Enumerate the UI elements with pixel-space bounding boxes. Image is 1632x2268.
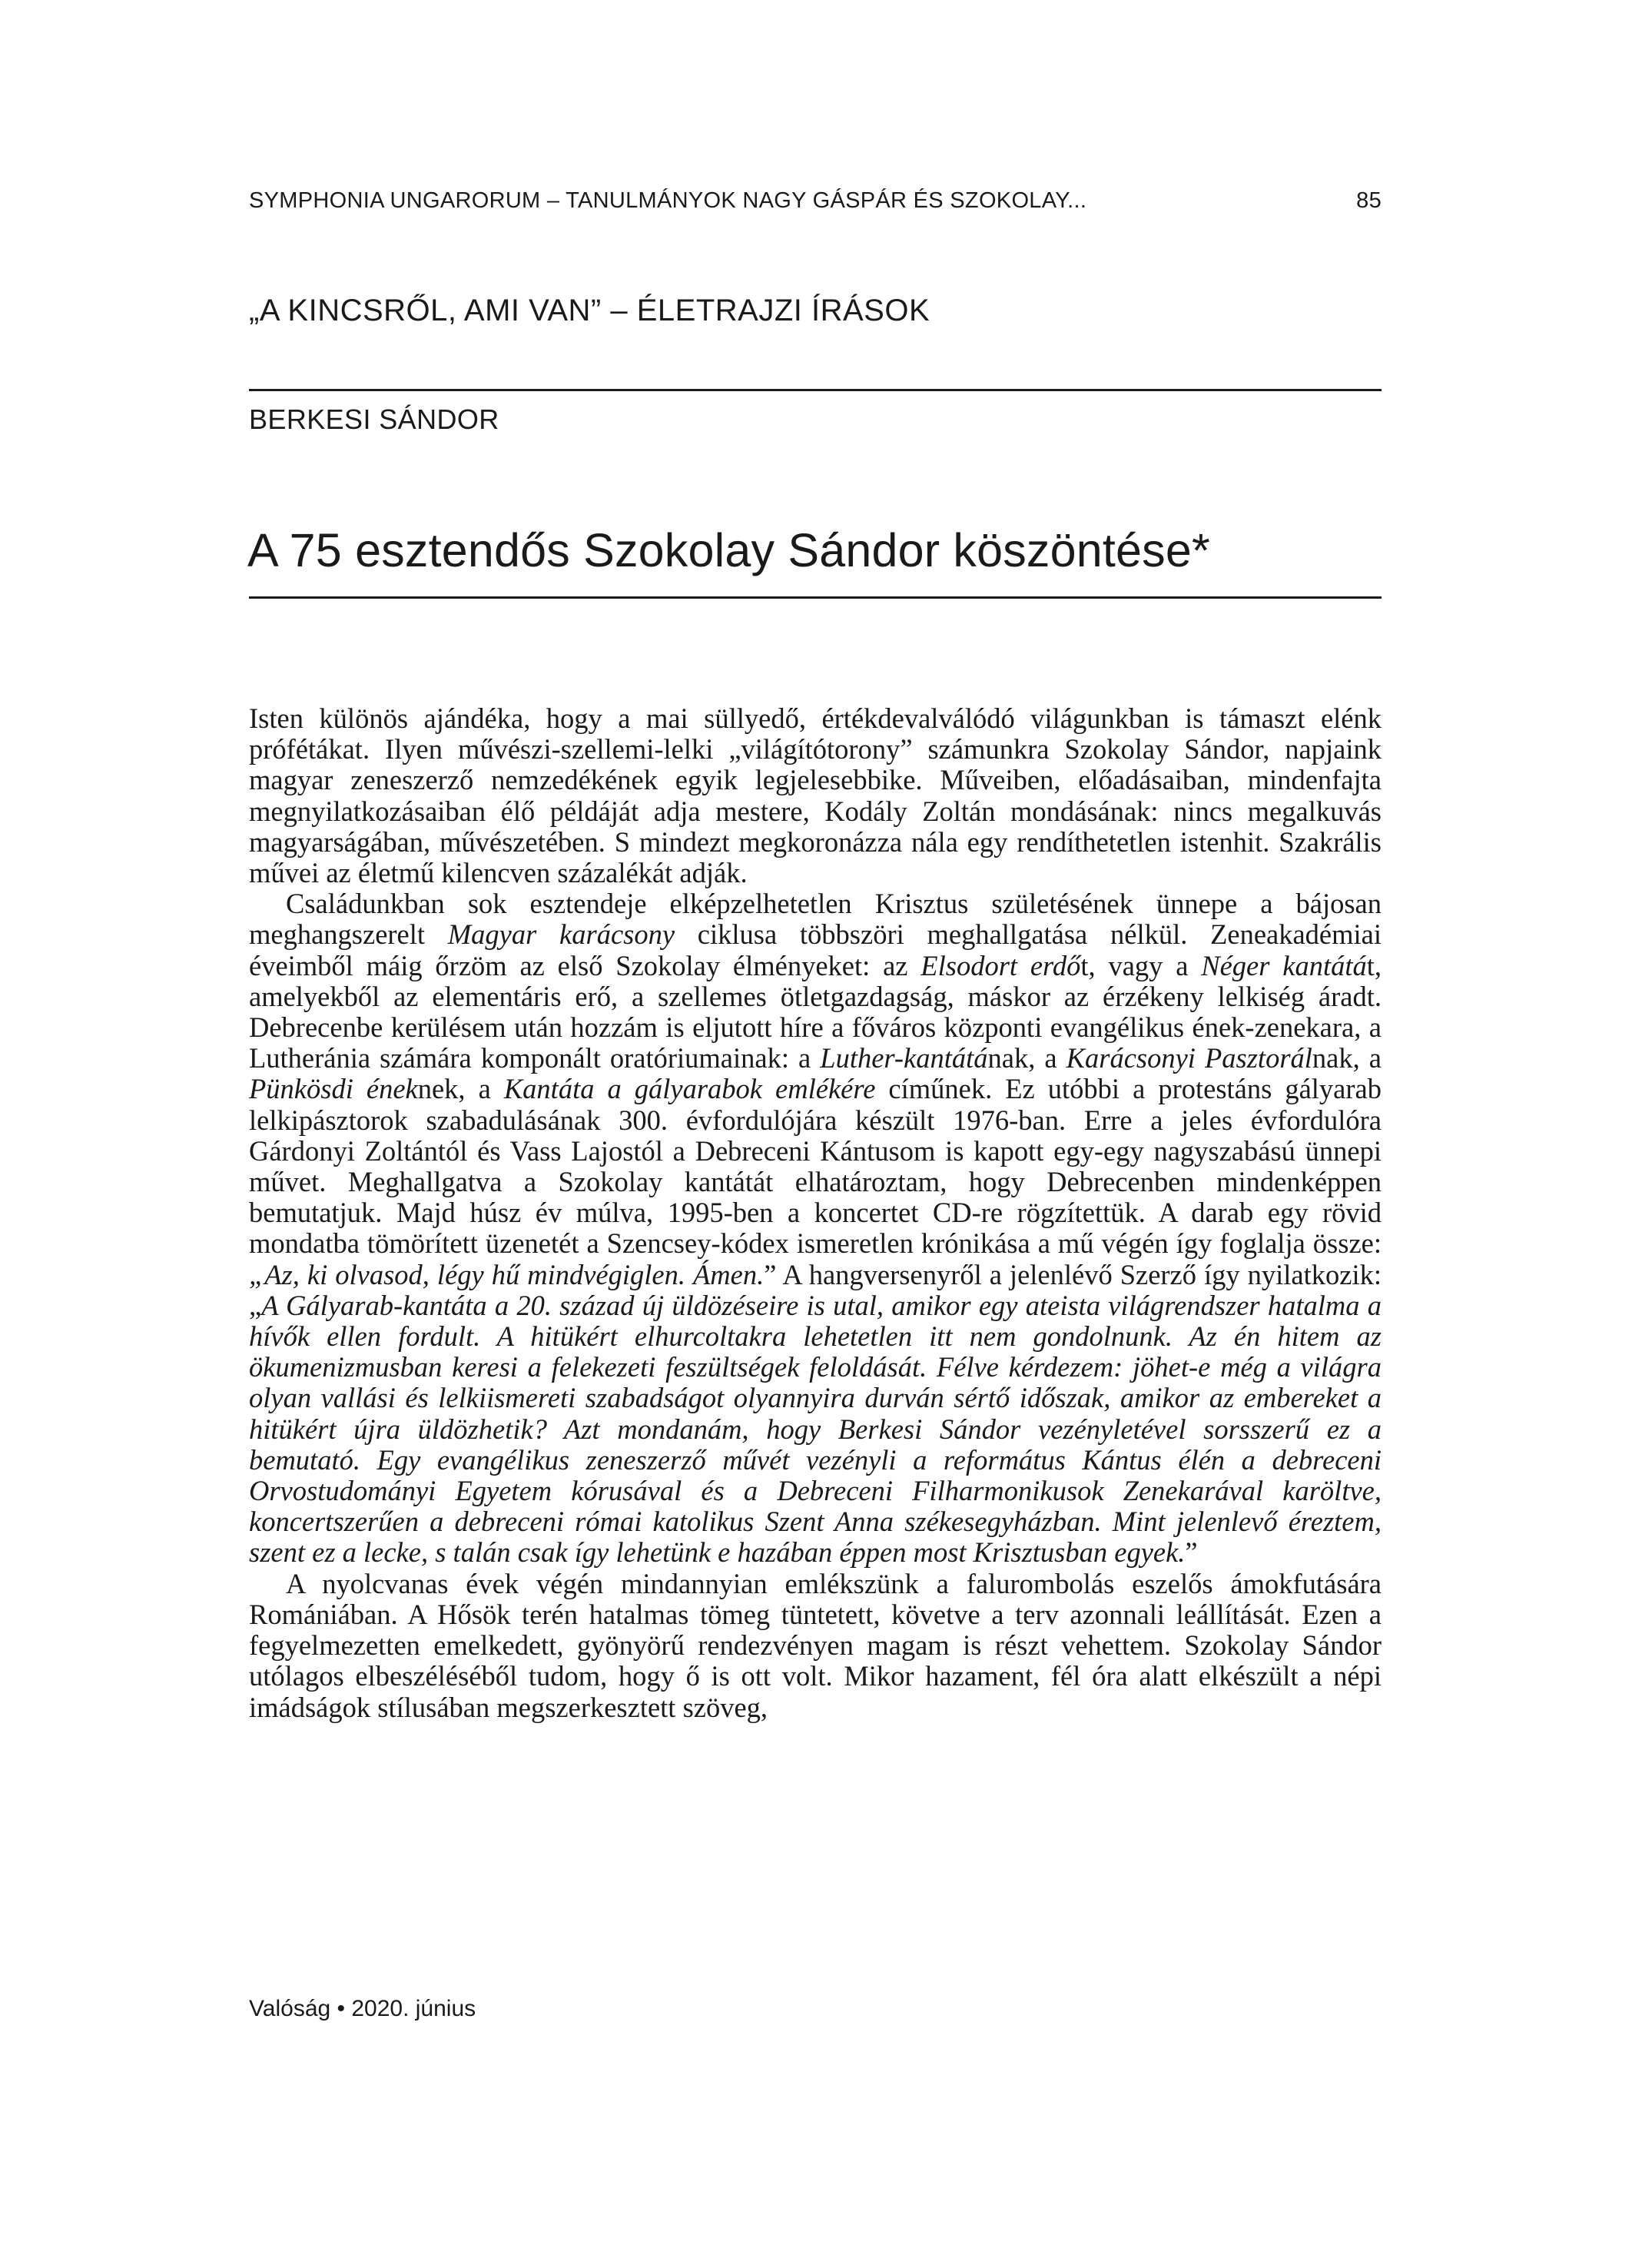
paragraph-1: Isten különös ajándéka, hogy a mai süllyedő, értékdevalválódó világunkban is támaszt elénk prófétákat. Ilyen művészi-szellemi-lelki „világítótorony” számunkra Szokolay Sándor, napjaink magyar zeneszerző nemzedékének egyik legjelesebbike. Műveiben, előadásaiban, mindenfajta megnyilatkozásaiban élő példáját adja mestere, Kodály Zoltán mondásának: nincs megalkuvás magyarságában, művészetében. S mindezt megkoronázza nála egy rendíthetetlen istenhit. Szakrális művei az életmű kilencven százalékát adják.	[249, 702, 1382, 889]
work-title-luther-kantata: Luther-kantátá	[820, 1042, 988, 1074]
work-title-neger-kantata: Néger kantátá	[1201, 949, 1367, 981]
running-header	[249, 188, 1382, 214]
page-number: 85	[1356, 188, 1382, 213]
p2-text: ”	[1185, 1536, 1198, 1569]
p2-text: Családunkban sok esztendeje elképzelhetetlen Krisztus születésének ünnepe a bájosan meghangszerelt	[249, 888, 1382, 951]
running-title: SYMPHONIA UNGARORUM – TANULMÁNYOK NAGY GÁSPÁR ÉS SZOKOLAY...	[249, 188, 1087, 213]
work-title-elsodort-erdo: Elsodort erdő	[920, 949, 1081, 981]
p2-text: ciklusa többszöri meghallgatása nélkül. Zeneakadémiai éveimből máig őrzöm az első Szokolay élményeket: az	[249, 918, 1382, 981]
divider-rule-title	[249, 596, 1382, 599]
quote-composer: A Gályarab-kantáta a 20. század új üldözéseire is utal, amikor egy ateista világrendszer hatalma a hívők ellen fordult. A hitükért elhurcoltakra lehetetlen itt nem gondolnunk. Az én hitem az ökumenizmusban keresi a felekezeti feszültségek feloldását. Félve kérdezem: jöhet-e még a világra olyan vallási és lelkiismereti szabadságot olyannyira durván sértő időszak, amikor az embereket a hitükért újra üldözhetik? Azt mondanám, hogy Berkesi Sándor vezényletével sorsszerű ez a bemutató. Egy evangélikus zeneszerző művét vezényli a református Kántus élén a debreceni Orvostudományi Egyetem kórusával és a Debreceni Filharmonikusok Zenekarával karöltve, koncertszerűen a debreceni római katolikus Szent Anna székesegyházban. Mint jelenlevő éreztem, szent ez a lecke, s talán csak így lehetünk e hazában éppen most Krisztusban egyek.	[249, 1289, 1382, 1569]
article-body	[249, 703, 1382, 1723]
paragraph-3: A nyolcvanas évek végén mindannyian emlékszünk a falurombolás eszelős ámokfutására Romániában. A Hősök terén hatalmas tömeg tüntetett, követve a terv azonnali leállítását. Ezen a fegyelmezetten emelkedett, gyönyörű rendezvényen magam is részt vehettem. Szokolay Sándor utólagos elbeszéléséből tudom, hogy ő is ott volt. Mikor hazament, fél óra alatt elkészült a népi imádságok stílusában megszerkesztett szöveg,	[249, 1567, 1382, 1723]
p2-text: nak, a	[987, 1042, 1066, 1074]
p2-text: ” A hangversenyről a jelenlévő Szerző így nyilatkozik: „	[249, 1258, 1382, 1321]
work-title-punkosdi-enek: Pünkösdi ének	[249, 1073, 418, 1105]
p2-text: nak, a	[1312, 1042, 1382, 1074]
work-title-karacsonyi-pasztoral: Karácsonyi Pasztorál	[1066, 1042, 1312, 1074]
p2-text: nek, a	[417, 1073, 504, 1105]
work-title-kantata-galyarabok: Kantáta a gályarabok emlékére	[503, 1073, 876, 1105]
p2-text: t, vagy a	[1080, 949, 1202, 981]
work-title-magyar-karacsony: Magyar karácsony	[447, 918, 675, 951]
author-name: BERKESI SÁNDOR	[249, 403, 499, 435]
paragraph-2	[249, 888, 1382, 1568]
page-footer: Valóság • 2020. június	[249, 1996, 476, 2021]
quote-szencsey-kodex: „Az, ki olvasod, légy hű mindvégiglen. Ámen.	[249, 1258, 765, 1290]
section-title: „A KINCSRŐL, AMI VAN” – ÉLETRAJZI ÍRÁSOK	[249, 294, 930, 327]
article-title: A 75 esztendős Szokolay Sándor köszöntése*	[247, 524, 1210, 576]
p2-text: címűnek. Ez utóbbi a protestáns gályarab lelkipásztorok szabadulásának 300. évfordulójára készült 1976-ban. Erre a jeles évfordulóra Gárdonyi Zoltántól és Vass Lajostól a Debreceni Kántusom is kapott egy-egy nagyszabású ünnepi művet. Meghallgatva a Szokolay kantátát elhatároztam, hogy Debrecenben mindenképpen bemutatjuk. Majd húsz év múlva, 1995-ben a koncertet CD-re rögzítettük. A darab egy rövid mondatba tömörített üzenetét a Szencsey-kódex ismeretlen krónikása a mű végén így foglalja össze:	[249, 1073, 1382, 1260]
p2-text: t, amelyekből az elementáris erő, a szellemes ötletgazdagság, máskor az érzékeny lelkiség áradt. Debrecenbe kerülésem után hozzám is eljutott híre a főváros központi evangélikus ének-zenekara, a Lutheránia számára komponált oratóriumainak: a	[249, 949, 1382, 1074]
divider-rule-top	[249, 389, 1382, 391]
